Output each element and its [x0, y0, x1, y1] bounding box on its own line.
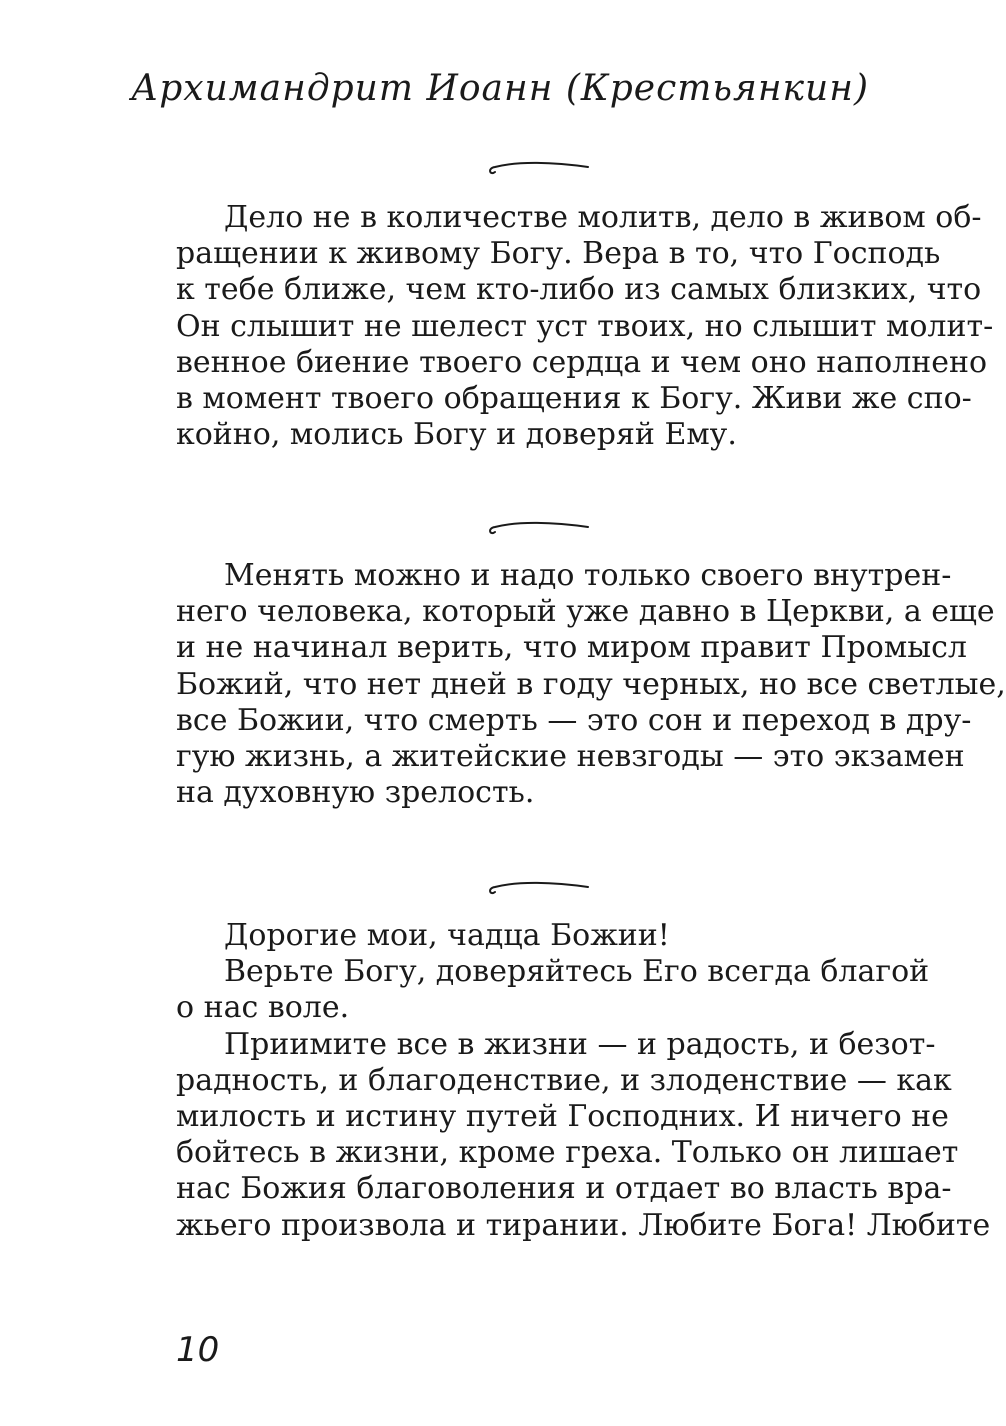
text-line: о нас воле.: [176, 990, 350, 1026]
paragraph-3: [176, 918, 991, 1244]
page-number: 10: [176, 1330, 220, 1370]
text-line: ращении к живому Богу. Вера в то, что Господь: [176, 236, 941, 272]
text-line: Дело не в количестве молитв, дело в живом об-: [224, 200, 982, 235]
text-line: Дорогие мои, чадца Божии!: [224, 918, 670, 953]
text-line: радность, и благоденствие, и злоденствие — как: [176, 1062, 952, 1098]
text-line: койно, молись Богу и доверяй Ему.: [176, 417, 737, 453]
paragraph-2: [176, 558, 1006, 811]
text-line: и не начинал верить, что миром правит Промысл: [176, 630, 967, 666]
running-header: Архимандрит Иоанн (Крестьянкин): [131, 68, 869, 109]
ornament-divider-1-icon: [483, 156, 593, 180]
paragraph-1: [176, 200, 994, 453]
text-line: нас Божия благоволения и отдает во власть вра-: [176, 1171, 952, 1207]
text-line: в момент твоего обращения к Богу. Живи же спо-: [176, 381, 972, 417]
text-line: него человека, который уже давно в Церкви, а еще: [176, 594, 995, 630]
text-line: милость и истину путей Господних. И ничего не: [176, 1099, 949, 1135]
text-line: Он слышит не шелест уст твоих, но слышит молит-: [176, 308, 994, 344]
text-line: Божий, что нет дней в году черных, но все светлые,: [176, 666, 1006, 702]
text-line: все Божии, что смерть — это сон и переход в дру-: [176, 702, 972, 738]
text-line: венное биение твоего сердца и чем оно наполнено: [176, 344, 988, 380]
text-line: жьего произвола и тирании. Любите Бога! Любите: [176, 1207, 991, 1243]
text-line: Приимите все в жизни — и радость, и безот-: [224, 1026, 936, 1062]
ornament-divider-3-icon: [483, 876, 593, 900]
text-line: бойтесь в жизни, кроме греха. Только он лишает: [176, 1135, 959, 1171]
text-line: на духовную зрелость.: [176, 775, 535, 811]
ornament-divider-2-icon: [483, 516, 593, 540]
text-line: гую жизнь, а житейские невзгоды — это экзамен: [176, 739, 965, 775]
text-line: Менять можно и надо только своего внутрен-: [224, 558, 952, 593]
text-line: Верьте Богу, доверяйтесь Его всегда благой: [224, 954, 930, 990]
text-line: к тебе ближе, чем кто-либо из самых близких, что: [176, 272, 982, 308]
